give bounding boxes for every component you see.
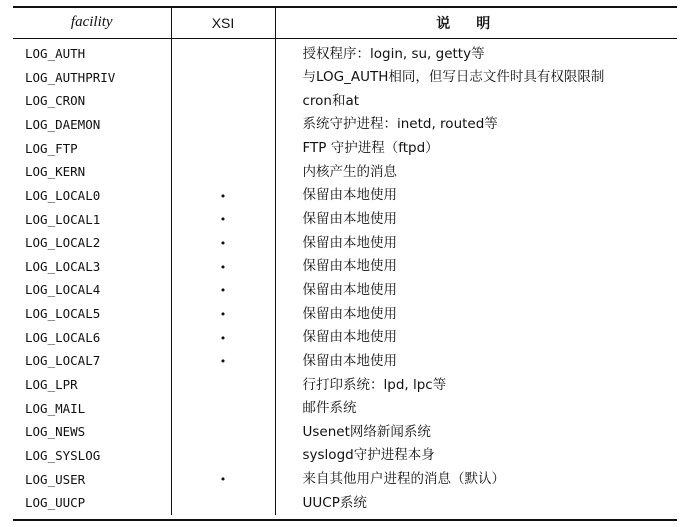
table-row <box>13 161 677 185</box>
table-row <box>13 326 677 350</box>
xsi-cell: • <box>171 303 275 327</box>
header-facility: facility <box>13 8 171 38</box>
description-cell: 来自其他用户进程的消息（默认） <box>275 468 677 492</box>
xsi-cell: • <box>171 255 275 279</box>
description-cell: 系统守护进程：inetd, routed等 <box>275 113 677 137</box>
xsi-cell <box>171 38 275 66</box>
description-cell: syslogd守护进程本身 <box>275 444 677 468</box>
facility-cell: LOG_LOCAL5 <box>25 306 101 322</box>
xsi-cell: • <box>171 279 275 303</box>
description-cell: UUCP系统 <box>275 492 677 516</box>
description-cell: 授权程序：login, su, getty等 <box>275 38 677 66</box>
facility-cell: LOG_LOCAL1 <box>25 211 101 227</box>
xsi-cell: • <box>171 326 275 350</box>
table-row <box>13 255 677 279</box>
xsi-cell <box>171 421 275 445</box>
header-xsi: XSI <box>171 8 275 38</box>
facility-cell: LOG_LPR <box>25 377 78 393</box>
xsi-cell: • <box>171 208 275 232</box>
facility-cell: LOG_CRON <box>25 93 86 109</box>
table-row <box>13 350 677 374</box>
table-row <box>13 208 677 232</box>
xsi-cell <box>171 66 275 90</box>
facility-cell: LOG_MAIL <box>25 400 86 416</box>
table-row <box>13 468 677 492</box>
description-cell: cron和at <box>275 90 677 114</box>
facility-cell: LOG_KERN <box>25 164 86 180</box>
description-cell: 保留由本地使用 <box>275 279 677 303</box>
description-cell: 与LOG_AUTH相同，但写日志文件时具有权限限制 <box>275 66 677 90</box>
table-row <box>13 184 677 208</box>
table-row <box>13 397 677 421</box>
table-header-row <box>13 8 677 38</box>
xsi-cell: • <box>171 232 275 256</box>
xsi-cell <box>171 373 275 397</box>
description-cell: 保留由本地使用 <box>275 208 677 232</box>
table-row <box>13 66 677 90</box>
facility-cell: LOG_LOCAL7 <box>25 353 101 369</box>
facility-cell: LOG_UUCP <box>25 495 86 511</box>
xsi-cell: • <box>171 184 275 208</box>
description-cell: 保留由本地使用 <box>275 326 677 350</box>
facility-table <box>13 8 677 515</box>
table-row <box>13 492 677 516</box>
facility-cell: LOG_LOCAL6 <box>25 329 101 345</box>
facility-cell: LOG_USER <box>25 471 86 487</box>
table-row <box>13 373 677 397</box>
facility-cell: LOG_AUTHPRIV <box>25 69 116 85</box>
facility-cell: LOG_DAEMON <box>25 116 101 132</box>
xsi-cell <box>171 397 275 421</box>
facility-cell: LOG_LOCAL0 <box>25 187 101 203</box>
header-description: 说明 <box>275 8 677 38</box>
table-row <box>13 303 677 327</box>
syslog-facility-table <box>13 6 677 521</box>
facility-cell: LOG_NEWS <box>25 424 86 440</box>
description-cell: FTP 守护进程（ftpd） <box>275 137 677 161</box>
facility-cell: LOG_LOCAL3 <box>25 258 101 274</box>
description-cell: Usenet网络新闻系统 <box>275 421 677 445</box>
table-row <box>13 137 677 161</box>
table-row <box>13 90 677 114</box>
facility-cell: LOG_FTP <box>25 140 78 156</box>
description-cell: 保留由本地使用 <box>275 350 677 374</box>
xsi-cell: • <box>171 350 275 374</box>
facility-cell: LOG_SYSLOG <box>25 447 101 463</box>
xsi-cell <box>171 113 275 137</box>
table-row <box>13 38 677 66</box>
facility-cell: LOG_LOCAL2 <box>25 235 101 251</box>
facility-cell: LOG_LOCAL4 <box>25 282 101 298</box>
description-cell: 保留由本地使用 <box>275 232 677 256</box>
xsi-cell: • <box>171 468 275 492</box>
table-row <box>13 232 677 256</box>
description-cell: 保留由本地使用 <box>275 184 677 208</box>
table-row <box>13 421 677 445</box>
table-row <box>13 279 677 303</box>
xsi-cell <box>171 90 275 114</box>
xsi-cell <box>171 444 275 468</box>
table-row <box>13 444 677 468</box>
xsi-cell <box>171 137 275 161</box>
description-cell: 邮件系统 <box>275 397 677 421</box>
description-cell: 保留由本地使用 <box>275 255 677 279</box>
description-cell: 内核产生的消息 <box>275 161 677 185</box>
facility-cell: LOG_AUTH <box>25 46 86 62</box>
xsi-cell <box>171 161 275 185</box>
description-cell: 行打印系统：lpd, lpc等 <box>275 373 677 397</box>
table-row <box>13 113 677 137</box>
description-cell: 保留由本地使用 <box>275 303 677 327</box>
xsi-cell <box>171 492 275 516</box>
